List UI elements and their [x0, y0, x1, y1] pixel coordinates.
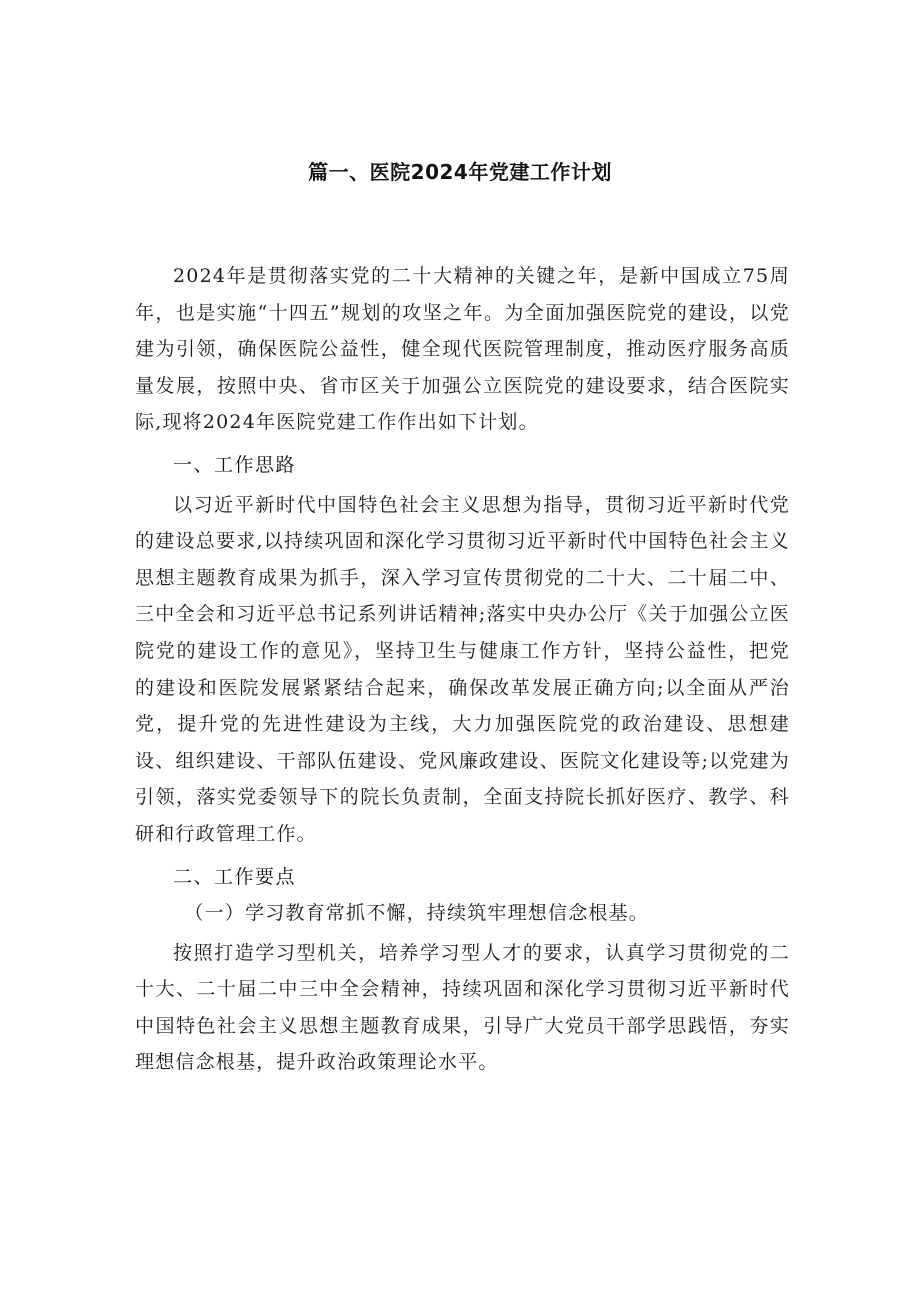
section-heading-work-approach: 一、工作思路 — [173, 453, 297, 476]
subsection-heading-study-education: （一）学习教育常抓不懈，持续筑牢理想信念根基。 — [184, 902, 649, 925]
work-approach-paragraph: 以习近平新时代中国特色社会主义思想为指导，贯彻习近平新时代党的建设总要求,以持续巩固和深化学习贯彻习近平新时代中国特色社会主义思想主题教育成果为抓手，深入学习宣传贯彻党的二十大、二十届二中、三中全会和习近平总书记系列讲话精神;落实中央办公厅《关于加强公立医院党的建设工作的意见》，坚持卫生与健康工作方针，坚持公益性，把党的建设和医院发展紧紧结合起来，确保改革发展正确方向;以全面从严治党，提升党的先进性建设为主线，大力加强医院党的政治建设、思想建设、组织建设、干部队伍建设、党风廉政建设、医院文化建设等;以党建为引领，落实党委领导下的院长负责制，全面支持院长抓好医疗、教学、科研和行政管理工作。 — [135, 493, 790, 845]
study-education-paragraph: 按照打造学习型机关，培养学习型人才的要求，认真学习贯彻党的二十大、二十届二中三中全会精神，持续巩固和深化学习贯彻习近平新时代中国特色社会主义思想主题教育成果，引导广大党员干部学思践悟，夯实理想信念根基，提升政治政策理论水平。 — [135, 941, 790, 1074]
document-body — [135, 258, 790, 1081]
section-heading-work-points: 二、工作要点 — [173, 865, 297, 888]
document-title: 篇一、医院2024年党建工作计划 — [308, 160, 612, 184]
intro-paragraph: 2024年是贯彻落实党的二十大精神的关键之年，是新中国成立75周年，也是实施“十四五”规划的攻坚之年。为全面加强医院党的建设，以党建为引领，确保医院公益性，健全现代医院管理制度，推动医疗服务高质量发展，按照中央、省市区关于加强公立医院党的建设要求，结合医院实际,现将2024年医院党建工作作出如下计划。 — [135, 265, 790, 434]
